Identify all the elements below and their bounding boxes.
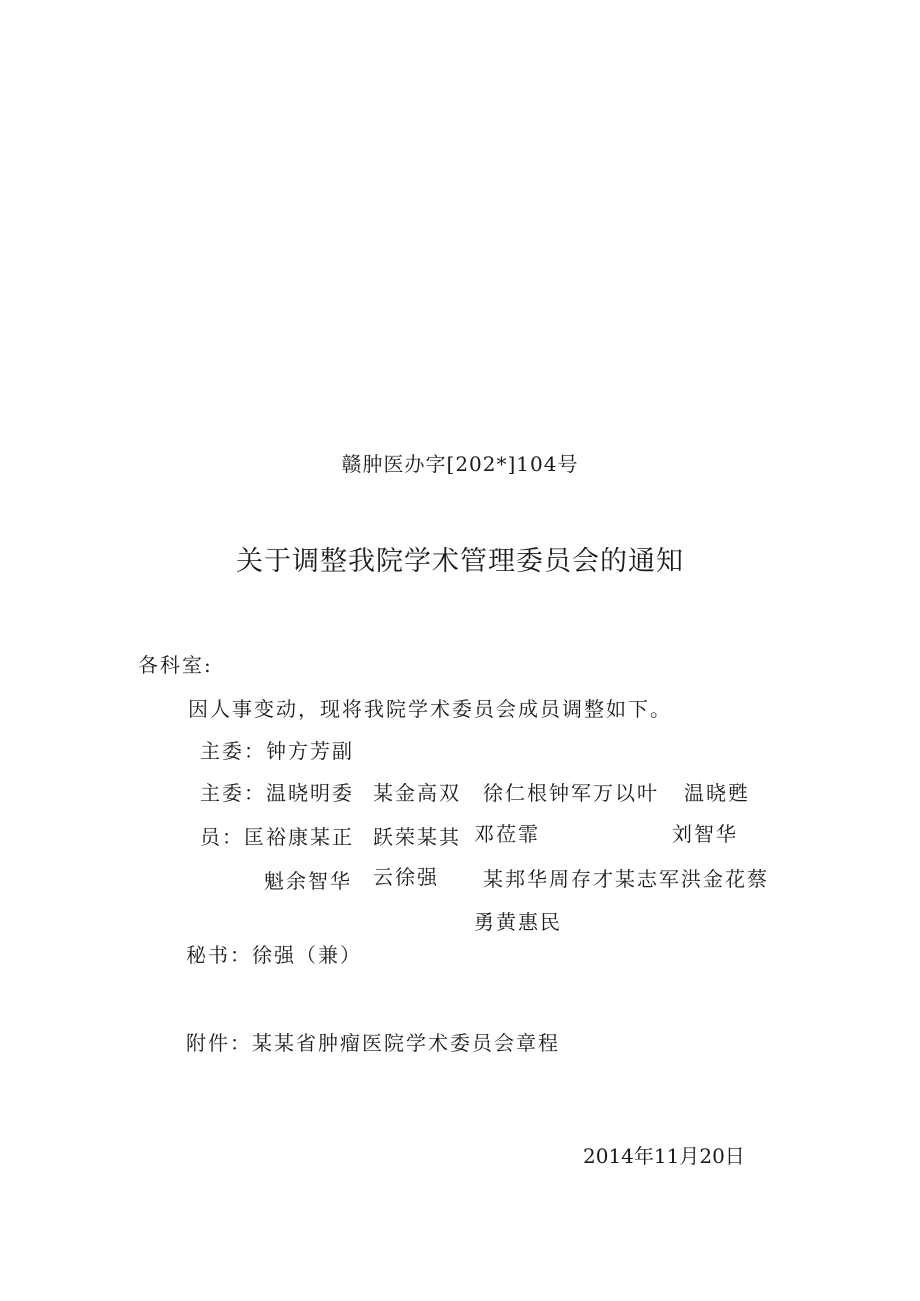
member-names: 邓莅霏 bbox=[474, 822, 540, 846]
member-names: 勇黄惠民 bbox=[474, 910, 562, 934]
member-line: 员：匡裕康某正 bbox=[200, 825, 354, 849]
member-names: 魁余智华 bbox=[264, 869, 352, 893]
member-names: 刘智华 bbox=[672, 822, 738, 846]
secretary-line: 秘书：徐强（兼） bbox=[186, 943, 362, 967]
document-title: 关于调整我院学术管理委员会的通知 bbox=[236, 546, 684, 577]
member-line: 主委：钟方芳副 bbox=[200, 739, 354, 763]
member-names: 云徐强 bbox=[373, 865, 439, 889]
issue-date: 2014年11月20日 bbox=[583, 1144, 745, 1168]
intro-paragraph: 因人事变动，现将我院学术委员会成员调整如下。 bbox=[188, 697, 672, 721]
document-number: 赣肿医办字[202*]104号 bbox=[341, 452, 579, 476]
member-names: 跃荣某其 bbox=[373, 825, 461, 849]
member-names: 温晓甦 bbox=[684, 781, 750, 805]
member-names: 某邦华周存才某志军洪金花蔡 bbox=[483, 867, 769, 891]
member-names: 徐仁根钟军万以叶 bbox=[483, 781, 659, 805]
salutation: 各科室: bbox=[138, 653, 213, 677]
member-line: 主委：温晓明委 bbox=[200, 781, 354, 805]
attachment-line: 附件：某某省肿瘤医院学术委员会章程 bbox=[186, 1031, 560, 1055]
member-names: 某金高双 bbox=[373, 781, 461, 805]
